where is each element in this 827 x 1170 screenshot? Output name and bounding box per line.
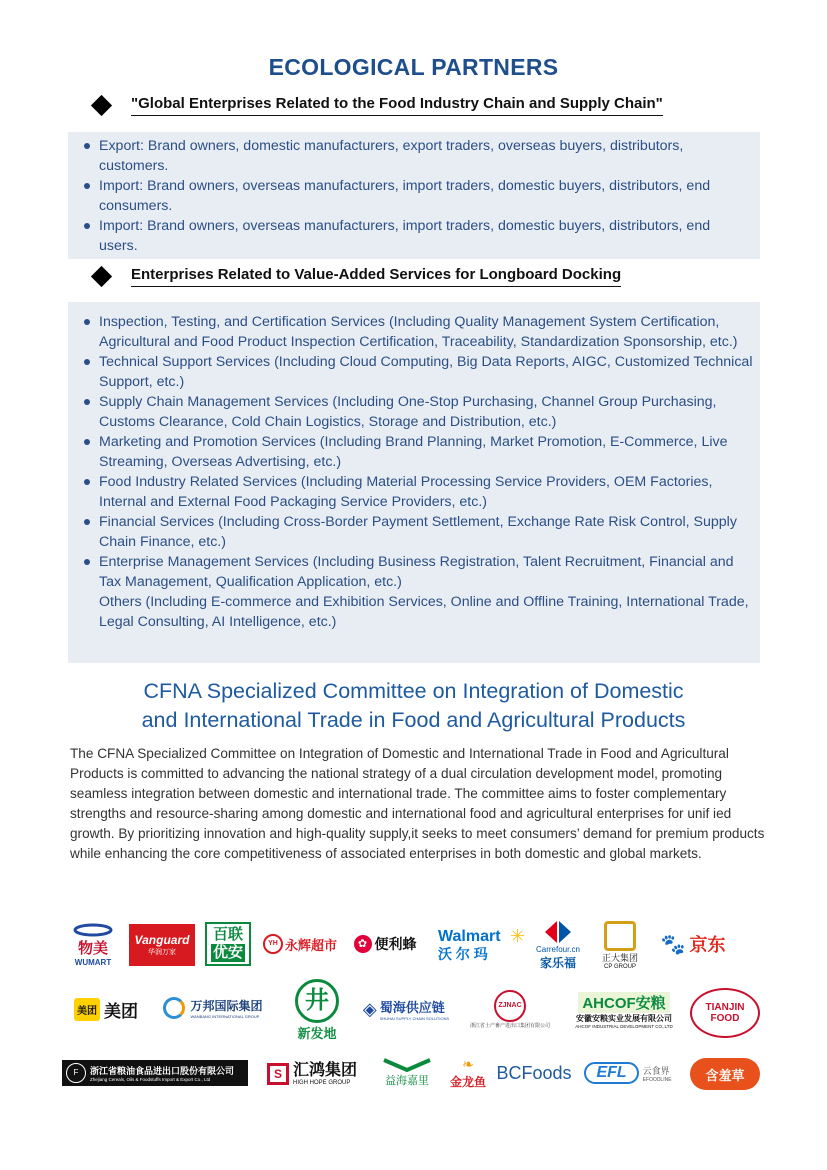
bullet-icon — [84, 559, 90, 565]
list-item: Inspection, Testing, and Certification Services (Including Quality Management System Certification, Agricultural and Food Product Inspection Certification, Traceability, Standardization Sponsorship, etc.) — [68, 312, 754, 352]
bailian-logo: 百联 优安 — [205, 922, 251, 966]
diamond-bullet-icon — [91, 94, 112, 115]
committee-title-line2: and International Trade in Food and Agricultural Products — [141, 708, 686, 732]
bullet-icon — [84, 319, 90, 325]
list-item: Import: Brand owners, overseas manufacturers, import traders, domestic buyers, distributors, end users. — [68, 216, 719, 256]
cp-group-logo: 正大集团 CP GROUP — [598, 916, 642, 974]
walmart-spark-icon: ✳ — [510, 926, 526, 946]
bullet-icon — [84, 143, 90, 149]
section1-heading-text: "Global Enterprises Related to the Food Industry Chain and Supply Chain" — [131, 95, 663, 116]
jd-logo: 🐾 京东 — [660, 933, 726, 956]
tianjin-food-logo: TIANJIN FOOD — [690, 988, 760, 1038]
list-item-extra: Others (Including E-commerce and Exhibition Services, Online and Offline Training, International Trade, Legal Consulting, AI Intelligence, etc.) — [99, 594, 749, 630]
section2-heading-text: Enterprises Related to Value-Added Services for Longboard Docking — [131, 266, 621, 287]
yonghui-logo: YH 永辉超市 — [262, 932, 338, 956]
bullet-icon — [84, 223, 90, 229]
wumart-logo: 物美 WUMART — [66, 922, 120, 968]
efl-logo: EFL 云食界 EFOODLINE — [580, 1058, 676, 1088]
list-item: Import: Brand owners, overseas manufacturers, import traders, domestic buyers, distributors, end consumers. — [68, 176, 719, 216]
bullet-icon — [84, 359, 90, 365]
yonghui-icon: YH — [263, 934, 283, 954]
highhope-logo: S 汇鸿集团 HIGH HOPE GROUP — [258, 1058, 366, 1090]
zhejiang-cereals-logo: F 浙江省粮油食品进出口股份有限公司 Zhejiang Cereals, Oils & Foodstuffs Import & Export Co., Ltd — [62, 1060, 248, 1086]
bullet-icon — [84, 439, 90, 445]
shuhai-logo: ◈ 蜀海供应链 SHUHAI SUPPLY CHAIN SOLUTIONS — [362, 998, 450, 1021]
walmart-logo: Walmart 沃 尔 玛 ✳ — [438, 926, 526, 962]
page-title: ECOLOGICAL PARTNERS — [268, 54, 559, 80]
carrefour-logo: Carrefour.cn 家乐福 — [532, 918, 584, 972]
bianlifeng-logo: ✿ 便利蜂 — [346, 932, 424, 956]
fish-icon: ❧ — [462, 1056, 474, 1072]
list-item: Food Industry Related Services (Including Material Processing Service Providers, OEM Factories, Internal and External Food Packaging Service Providers, etc.) — [68, 472, 754, 512]
wumart-swirl-icon — [73, 923, 113, 937]
bcfoods-logo: BCFoods — [496, 1062, 572, 1083]
section2-panel — [68, 302, 760, 663]
list-item: Technical Support Services (Including Cloud Computing, Big Data Reports, AIGC, Customized Technical Support, etc.) — [68, 352, 754, 392]
bullet-icon — [84, 399, 90, 405]
ahcof-logo: AHCOF安粮 安徽安粮实业发展有限公司 AHCOF INDUSTRIAL DEVELOPMENT CO.,LTD — [562, 990, 686, 1030]
committee-title-line1: CFNA Specialized Committee on Integration of Domestic — [143, 679, 684, 703]
diamond-bullet-icon — [91, 265, 112, 286]
meituan-logo: 美团 美团 — [68, 994, 144, 1024]
vanguard-logo: Vanguard 华润万家 — [129, 924, 195, 966]
wanbang-ring-icon — [163, 997, 185, 1019]
section1-heading — [90, 92, 663, 118]
list-item: Enterprise Management Services (Including Business Registration, Talent Recruitment, Financial and Tax Management, Qualification Application, etc.) — [68, 552, 754, 592]
zhejiang-emblem-icon: F — [66, 1063, 86, 1083]
carrefour-icon — [543, 919, 573, 945]
yihai-logo: 益海嘉里 — [372, 1056, 442, 1090]
highhope-icon: S — [267, 1063, 289, 1085]
bullet-icon — [84, 183, 90, 189]
list-item: Marketing and Promotion Services (Including Brand Planning, Market Promotion, E-Commerce, Live Streaming, Overseas Advertising, etc.) — [68, 432, 754, 472]
shuhai-icon: ◈ — [362, 998, 377, 1019]
jd-dog-icon: 🐾 — [660, 933, 686, 956]
list-item: Supply Chain Management Services (Including One-Stop Purchasing, Channel Group Purchasing, Customs Clearance, Cold Chain Logistics, Storage and Distribution, etc.) — [68, 392, 754, 432]
xinfadi-logo: 井 新发地 — [284, 976, 350, 1044]
list-item: Financial Services (Including Cross-Border Payment Settlement, Exchange Rate Risk Control, Supply Chain Finance, etc.) — [68, 512, 754, 552]
cp-emblem-icon — [604, 921, 636, 951]
section1-panel — [68, 132, 760, 259]
bullet-icon — [84, 519, 90, 525]
wanbang-logo: 万邦国际集团 WANBANG INTERNATIONAL GROUP — [156, 993, 270, 1023]
bee-icon: ✿ — [354, 935, 372, 953]
bullet-icon — [84, 479, 90, 485]
jinlongyu-logo: ❧ 金龙鱼 — [449, 1056, 486, 1089]
hanxiucao-logo: 含羞草 — [690, 1058, 760, 1090]
zjnac-logo: ZJNAC 浙江省土产畜产进出口集团有限公司 — [462, 984, 558, 1034]
yihai-wings-icon — [382, 1058, 432, 1072]
list-item: Export: Brand owners, domestic manufacturers, export traders, overseas buyers, distributors, customers. — [68, 136, 719, 176]
section2-heading — [90, 263, 621, 289]
committee-title — [0, 677, 827, 735]
xinfadi-emblem-icon: 井 — [295, 979, 339, 1023]
committee-paragraph: The CFNA Specialized Committee on Integration of Domestic and International Trade in Food and Agricultural Products is committed to advancing the national strategy of a dual circulation development model, promoting seamless integration between domestic and international trade. The committee aims to foster complementary strengths and resource-sharing among domestic and international food and agricultural enterprises for unif ied growth. By prioritizing innovation and high-quality supply,it seeks to meet consumers’ demand for premium products while enhancing the core competitiveness of associated enterprises in both domestic and global markets. — [70, 746, 765, 861]
